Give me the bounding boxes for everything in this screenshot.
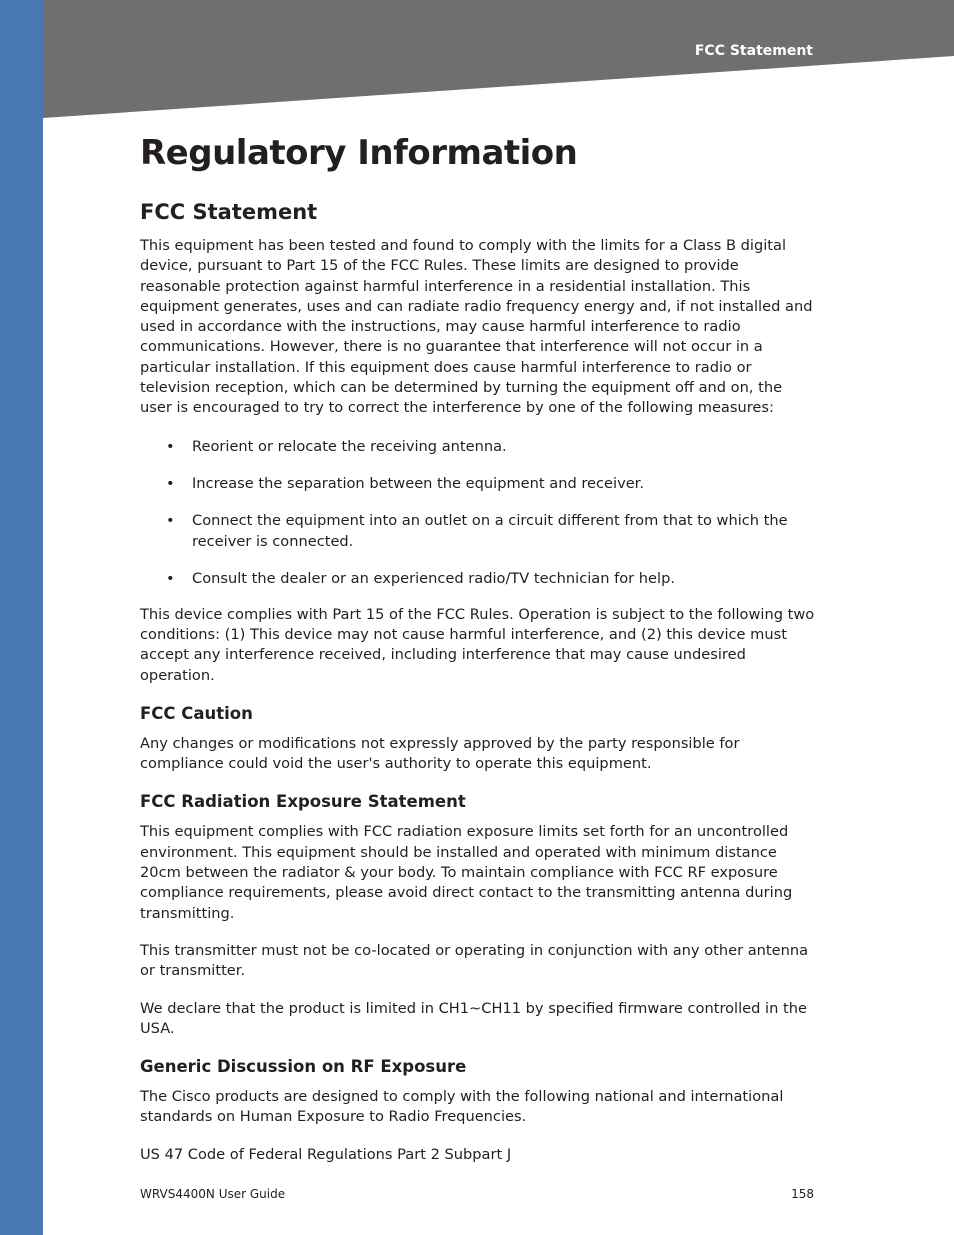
list-item-text: Increase the separation between the equipment and receiver. [192, 474, 644, 492]
channel-paragraph: We declare that the product is limited in CH1~CH11 by specified firmware controlled in the USA. [140, 999, 807, 1037]
rf-heading: Generic Discussion on RF Exposure [140, 1057, 467, 1077]
list-item [140, 510, 816, 552]
bullet: • [166, 437, 175, 455]
list-item-text: Reorient or relocate the receiving antenna. [192, 437, 507, 455]
list-item [140, 568, 816, 589]
bullet: • [166, 569, 175, 587]
header-band-shape [43, 0, 954, 120]
radiation-heading: FCC Radiation Exposure Statement [140, 792, 466, 812]
compliance-paragraph: This device complies with Part 15 of the FCC Rules. Operation is subject to the following two conditions: (1) This device may not cause harmful interference, and (2) this device must accept any interference received, including interference that may cause undesired operation. [140, 605, 815, 684]
caution-heading: FCC Caution [140, 703, 253, 723]
page-title: Regulatory Information [140, 133, 578, 173]
caution-paragraph: Any changes or modifications not expressly approved by the party responsible for compliance could void the user's authority to operate this equipment. [140, 734, 740, 773]
side-bar [0, 0, 43, 1235]
header-section-label: FCC Statement [694, 43, 813, 59]
bullet: • [166, 474, 175, 492]
page-content [140, 129, 816, 1182]
section-heading: FCC Statement [140, 200, 318, 224]
list-item-text: Consult the dealer or an experienced radio/TV technician for help. [192, 569, 675, 587]
bullet: • [166, 511, 175, 529]
footer-page-number: 158 [791, 1187, 814, 1201]
header-band [43, 0, 954, 120]
radiation-paragraph: This equipment complies with FCC radiation exposure limits set forth for an uncontrolled environment. This equipment should be installed and operated with minimum distance 20cm between the radiator & your body. To maintain compliance with FCC RF exposure compliance requirements, please avoid direct contact to the transmitting antenna during transmitting. [140, 823, 793, 922]
intro-paragraph: This equipment has been tested and found to comply with the limits for a Class B digital device, pursuant to Part 15 of the FCC Rules. These limits are designed to provide reasonable protection against harmful interference in a residential installation. This equipment generates, uses and can radiate radio frequency energy and, if not installed and used in accordance with the instructions, may cause harmful interference to radio communications. However, there is no guarantee that interference will not occur in a particular installation. If this equipment does cause harmful interference to radio or television reception, which can be determined by turning the equipment off and on, the user is encouraged to try to correct the interference by one of the following measures: [140, 237, 813, 417]
measures-list [140, 436, 816, 589]
footer-guide-name: WRVS4400N User Guide [140, 1187, 286, 1201]
list-item [140, 473, 816, 494]
list-item-text: Connect the equipment into an outlet on a circuit different from that to which the receiver is connected. [192, 511, 788, 550]
regulation-paragraph: US 47 Code of Federal Regulations Part 2 Subpart J [140, 1145, 512, 1163]
rf-paragraph: The Cisco products are designed to comply with the following national and international standards on Human Exposure to Radio Frequencies. [140, 1088, 784, 1126]
list-item [140, 436, 816, 457]
colocation-paragraph: This transmitter must not be co-located or operating in conjunction with any other antenna or transmitter. [140, 941, 809, 980]
